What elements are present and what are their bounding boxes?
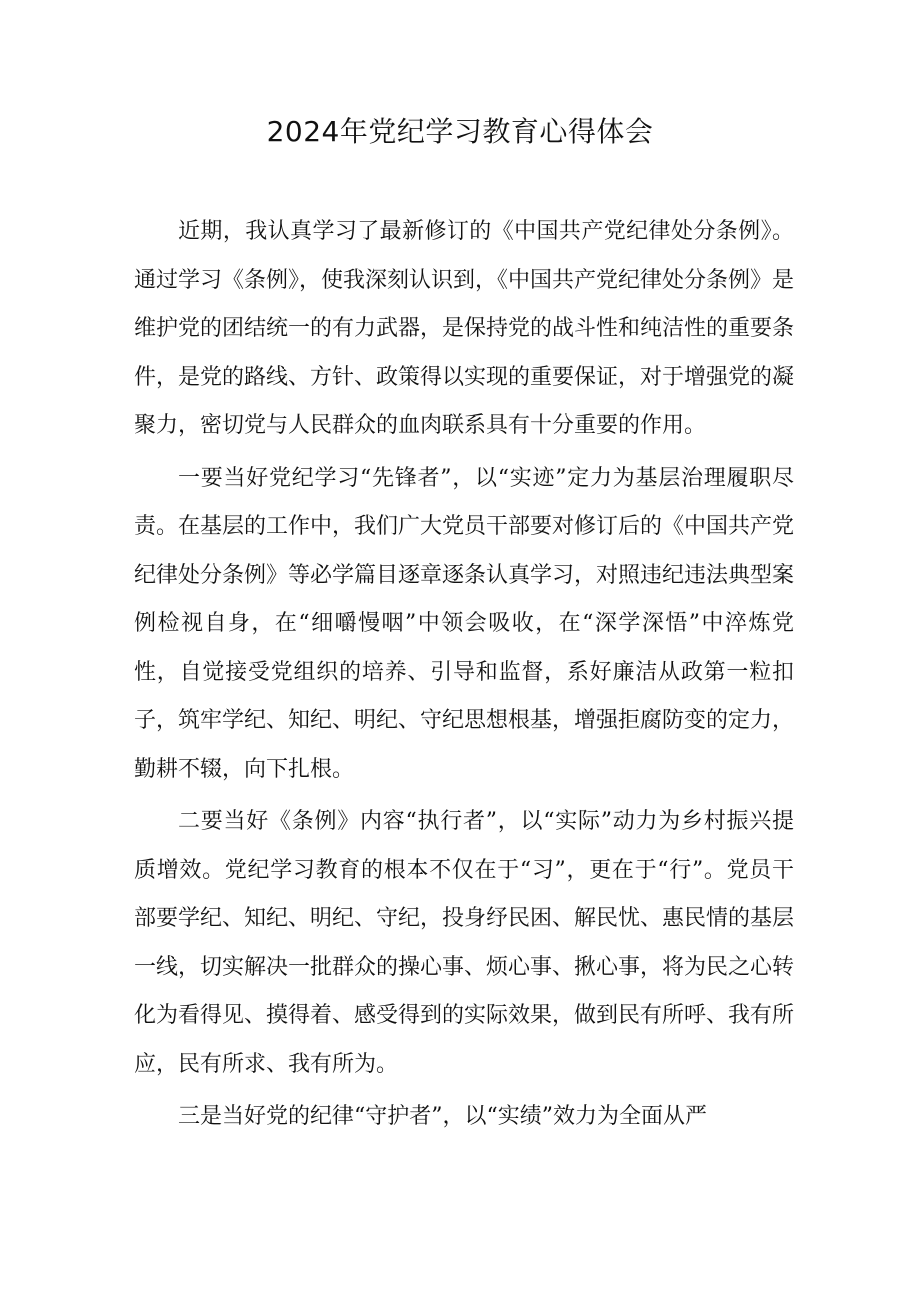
document-title: 2024年党纪学习教育心得体会	[266, 115, 654, 148]
paragraph-intro: 近期，我认真学习了最新修订的《中国共产党纪律处分条例》。通过学习《条例》，使我深刻认识到，《中国共产党纪律处分条例》是维护党的团结统一的有力武器，是保持党的战斗性和纯洁性的重要条件，是党的路线、方针、政策得以实现的重要保证，对于增强党的凝聚力，密切党与人民群众的血肉联系具有十分重要的作用。	[134, 219, 795, 438]
paragraph-point-three: 三是当好党的纪律“守护者”，以“实绩”效力为全面从严	[178, 1104, 707, 1129]
paragraph-point-two: 二要当好《条例》内容“执行者”，以“实际”动力为乡村振兴提质增效。党纪学习教育的根本不仅在于“习”，更在于“行”。党员干部要学纪、知纪、明纪、守纪，投身纾民困、解民忧、惠民情的基层一线，切实解决一批群众的操心事、烦心事、揪心事，将为民之心转化为看得见、摸得着、感受得到的实际效果，做到民有所呼、我有所应，民有所求、我有所为。	[134, 809, 795, 1077]
document-body	[134, 208, 794, 1146]
paragraph-point-one: 一要当好党纪学习“先锋者”，以“实迹”定力为基层治理履职尽责。在基层的工作中，我们广大党员干部要对修订后的《中国共产党纪律处分条例》等必学篇目逐章逐条认真学习，对照违纪违法典型案例检视自身，在“细嚼慢咽”中领会吸收，在“深学深悟”中淬炼党性，自觉接受党组织的培养、引导和监督，系好廉洁从政第一粒扣子，筑牢学纪、知纪、明纪、守纪思想根基，增强拒腐防变的定力，勤耕不辍，向下扎根。	[134, 465, 795, 782]
